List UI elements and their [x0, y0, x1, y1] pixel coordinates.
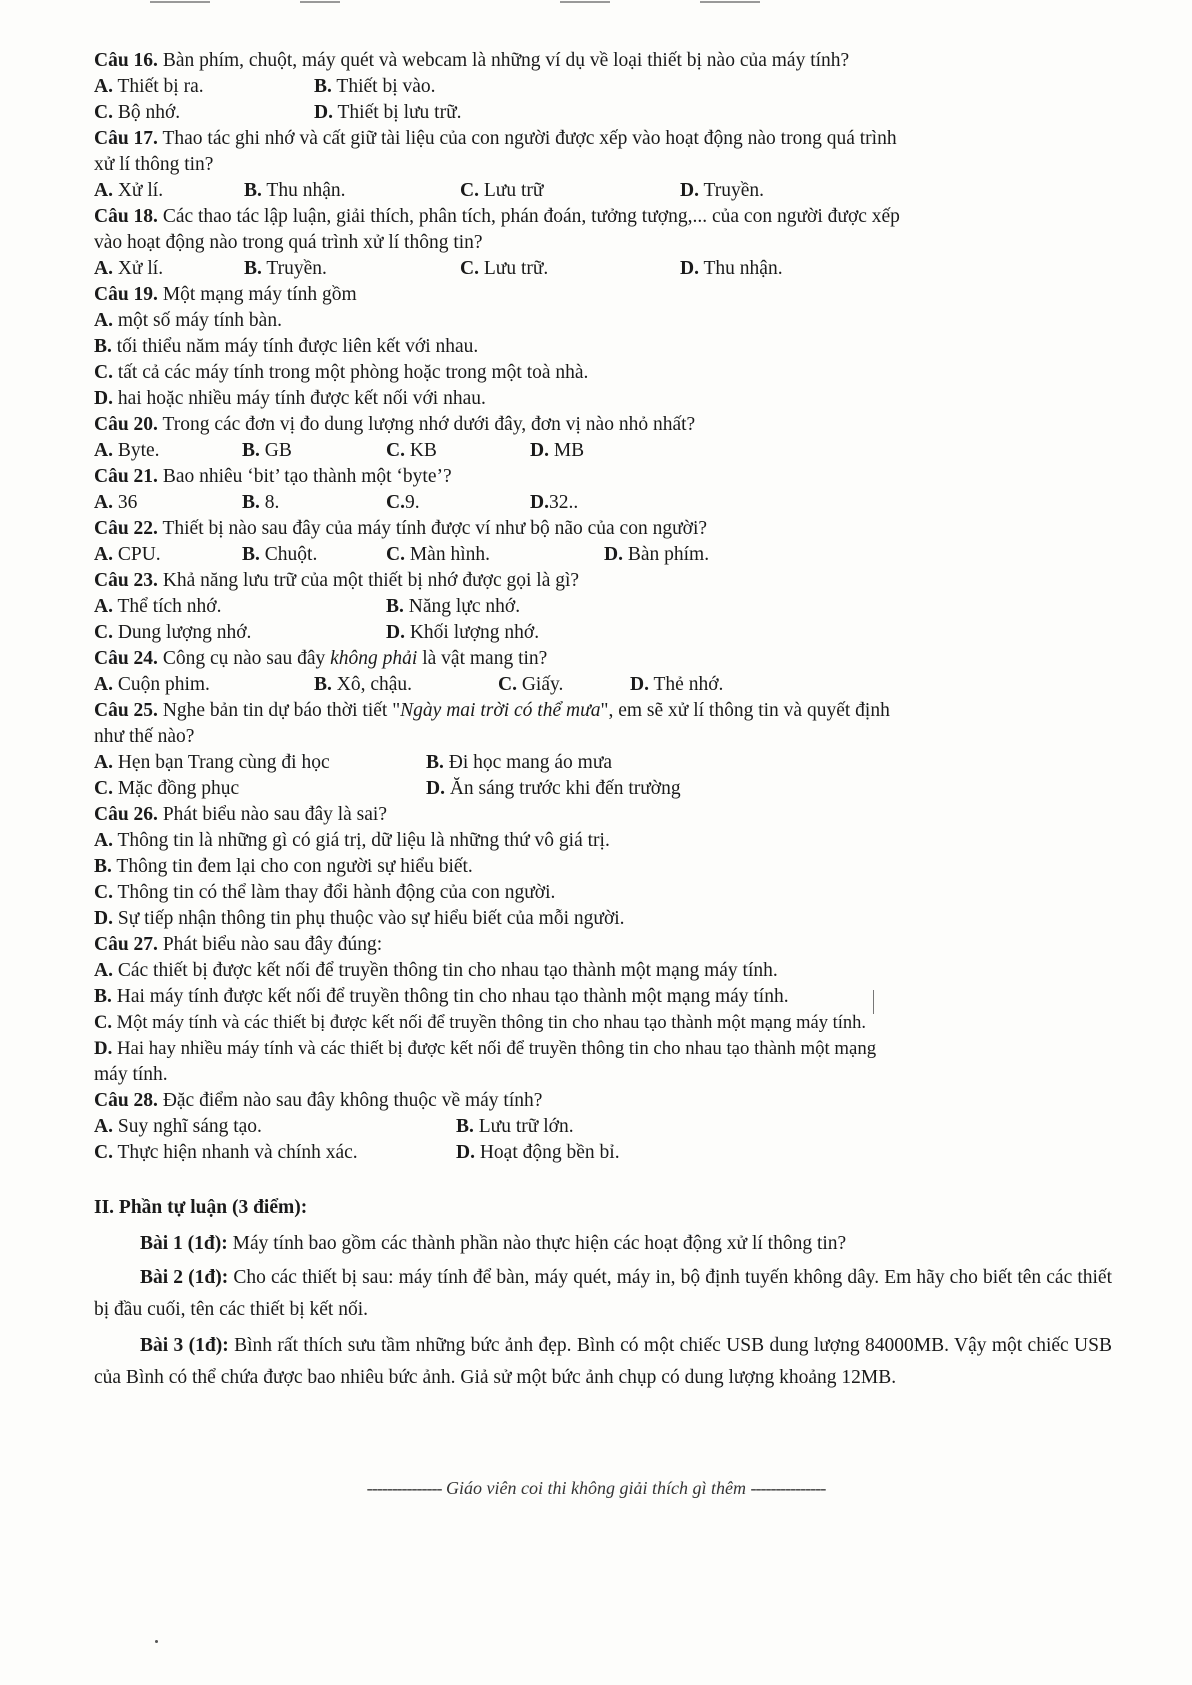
essay-item-2: Bài 2 (1đ): Cho các thiết bị sau: máy tính để bàn, máy quét, máy in, bộ định tuyến không dây. Em hãy cho biết tên các thiết bị đầu cuối, tên các thiết bị kết nối. [94, 1267, 1113, 1320]
question-27-option-c: C. Một máy tính và các thiết bị được kết nối để truyền thông tin cho nhau tạo thành một mạng máy tính. [94, 1013, 867, 1033]
question-26-option-a: A. Thông tin là những gì có giá trị, dữ liệu là những thứ vô giá trị. [94, 830, 610, 851]
question-26: Câu 26. Phát biểu nào sau đây là sai? [94, 804, 387, 825]
question-20: Câu 20. Trong các đơn vị đo dung lượng nhớ dưới đây, đơn vị nào nhỏ nhất? [94, 414, 696, 435]
question-25-cont: như thế nào? [94, 726, 195, 747]
question-27-option-d-cont: máy tính. [94, 1064, 168, 1085]
question-19-option-a: A. một số máy tính bàn. [94, 310, 282, 331]
question-28: Câu 28. Đặc điểm nào sau đây không thuộc về máy tính? [94, 1090, 543, 1111]
question-24: Câu 24. Công cụ nào sau đây không phải là vật mang tin? [94, 648, 548, 669]
question-17: Câu 17. Thao tác ghi nhớ và cất giữ tài liệu của con người được xếp vào hoạt động nào trong quá trình [94, 128, 897, 149]
question-19-option-b: B. tối thiểu năm máy tính được liên kết với nhau. [94, 336, 479, 357]
essay-item-1: Bài 1 (1đ): Máy tính bao gồm các thành phần nào thực hiện các hoạt động xử lí thông tin? [140, 1233, 847, 1254]
question-21: Câu 21. Bao nhiêu ‘bit’ tạo thành một ‘byte’? [94, 466, 452, 487]
question-27-option-a: A. Các thiết bị được kết nối để truyền thông tin cho nhau tạo thành một mạng máy tính. [94, 960, 778, 981]
question-25: Câu 25. Nghe bản tin dự báo thời tiết "Ngày mai trời có thể mưa", em sẽ xử lí thông tin và quyết định [94, 700, 890, 721]
question-17-cont: xử lí thông tin? [94, 154, 214, 175]
question-26-option-d: D. Sự tiếp nhận thông tin phụ thuộc vào sự hiểu biết của mỗi người. [94, 908, 625, 929]
question-22: Câu 22. Thiết bị nào sau đây của máy tính được ví như bộ não của con người? [94, 518, 708, 539]
essay-heading: II. Phần tự luận (3 điểm): [94, 1197, 308, 1218]
question-27-option-b: B. Hai máy tính được kết nối để truyền thông tin cho nhau tạo thành một mạng máy tính. [94, 986, 789, 1007]
scan-mark-line [873, 990, 874, 1014]
question-27-option-d: D. Hai hay nhiều máy tính và các thiết bị được kết nối để truyền thông tin cho nhau tạo thành một mạng [94, 1038, 877, 1059]
scan-dot [155, 1640, 158, 1643]
footer-note: --------------- Giáo viên coi thi không giải thích gì thêm --------------- [366, 1478, 826, 1498]
question-19-option-d: D. hai hoặc nhiều máy tính được kết nối với nhau. [94, 388, 486, 409]
question-26-option-c: C. Thông tin có thể làm thay đổi hành động của con người. [94, 882, 556, 903]
question-16: Câu 16. Bàn phím, chuột, máy quét và webcam là những ví dụ về loại thiết bị nào của máy tính? [94, 50, 850, 71]
exam-page: Câu 16. Bàn phím, chuột, máy quét và webcam là những ví dụ về loại thiết bị nào của máy tính? A. Thiết bị ra. B. Thiết bị vào. C. Bộ nhớ. D. Thiết bị lưu trữ. Câu 17. Thao tác ghi nhớ và cất giữ tài liệu của con người được xếp vào hoạt động nào trong quá trình xử lí thông tin? A. Xử lí. B. Thu nhận. C. Lưu trữ D. Truyền. Câu 18. Các thao tác lập luận, giải thích, phân tích, phán đoán, tưởng tượng,... của con người được xếp vào hoạt động nào trong quá trình xử lí thông tin? A. Xử lí. B. Truyền. C. Lưu trữ. D. Thu nhận. Câu 19. Một mạng máy tính gồm A. một số máy tính bàn. B. tối thiểu năm máy tính được liên kết với nhau. C. tất cả các máy tính trong một phòng hoặc trong một toà nhà. D. hai hoặc nhiều máy tính được kết nối với nhau. Câu 20. Trong các đơn vị đo dung lượng nhớ dưới đây, đơn vị nào nhỏ nhất? A. Byte. B. GB C. KB D. MB Câu 21. Bao nhiêu ‘bit’ tạo thành một ‘byte’? A. 36 B. 8. C.9. D.32.. Câu 22. Thiết bị nào sau đây của máy tính được ví như bộ não của con người? A. CPU. B. Chuột. C. Màn hình. D. Bàn phím. Câu 23. Khả năng lưu trữ của một thiết bị nhớ được gọi là gì? A. Thể tích nhớ. B. Năng lực nhớ. C. Dung lượng nhớ. D. Khối lượng nhớ. Câu 24. Công cụ nào sau đây không phải là vật mang tin? A. Cuộn phim. B. Xô, chậu. C. Giấy. D. Thẻ nhớ. Câu 25. Nghe bản tin dự báo thời tiết "Ngày mai trời có thể mưa", em sẽ xử lí thông tin và quyết định như thế nào? A. Hẹn bạn Trang cùng đi học B. Đi học mang áo mưa C. Mặc đồng phục D. Ăn sáng trước khi đến trường Câu 26. Phát biểu nào sau đây là sai? A. Thông tin là những gì có giá trị, dữ liệu là những thứ vô giá trị. B. Thông tin đem lại cho con người sự hiểu biết. C. Thông tin có thể làm thay đổi hành động của con người. D. Sự tiếp nhận thông tin phụ thuộc vào sự hiểu biết của mỗi người. Câu 27. Phát biểu nào sau đây đúng: A. Các thiết bị được kết nối để truyền thông tin cho nhau tạo thành một mạng máy tính. B. Hai máy tính được kết nối để truyền thông tin cho nhau tạo thành một mạng máy tính. C. Một máy tính và các thiết bị được kết nối để truyền thông tin cho nhau tạo thành một mạng máy tính. D. Hai hay nhiều máy tính và các thiết bị được kết nối để truyền thông tin cho nhau tạo thành một mạng máy tính. Câu 28. Đặc điểm nào sau đây không thuộc về máy tính? A. Suy nghĩ sáng tạo. B. Lưu trữ lớn. C. Thực hiện nhanh và chính xác. D. Hoạt động bền bỉ. II. Phần tự luận (3 điểm): Bài 1 (1đ): Máy tính bao gồm các thành phần nào thực hiện các hoạt động xử lí thông tin? Bài 2 (1đ): Cho các thiết bị sau: máy tính để bàn, máy quét, máy in, bộ định tuyến không dây. Em hãy cho biết tên các thiết bị đầu cuối, tên các thiết bị kết nối. Bài 3 (1đ): Bình rất thích sưu tầm những bức ảnh đẹp. Bình có một chiếc USB dung lượng 84000MB. Vậy một chiếc USB của Bình có thể chứa được bao nhiêu bức ảnh. Giả sử một bức ảnh chụp có dung lượng khoảng 12MB. --------------- Giáo viên coi thi không giải thích gì thêm --------------- [0, 0, 1192, 1685]
question-19-option-c: C. tất cả các máy tính trong một phòng hoặc trong một toà nhà. [94, 362, 589, 383]
question-18-cont: vào hoạt động nào trong quá trình xử lí thông tin? [94, 232, 483, 253]
question-19: Câu 19. Một mạng máy tính gồm [94, 284, 357, 305]
question-18: Câu 18. Các thao tác lập luận, giải thích, phân tích, phán đoán, tưởng tượng,... của con người được xếp [94, 206, 900, 227]
question-26-option-b: B. Thông tin đem lại cho con người sự hiểu biết. [94, 856, 473, 877]
essay-item-3: Bài 3 (1đ): Bình rất thích sưu tầm những bức ảnh đẹp. Bình có một chiếc USB dung lượng 84000MB. Vậy một chiếc USB của Bình có thể chứa được bao nhiêu bức ảnh. Giả sử một bức ảnh chụp có dung lượng khoảng 12MB. [94, 1335, 1112, 1388]
question-23: Câu 23. Khả năng lưu trữ của một thiết bị nhớ được gọi là gì? [94, 570, 580, 591]
question-27: Câu 27. Phát biểu nào sau đây đúng: [94, 934, 383, 955]
top-edge-marks [0, 0, 1192, 6]
